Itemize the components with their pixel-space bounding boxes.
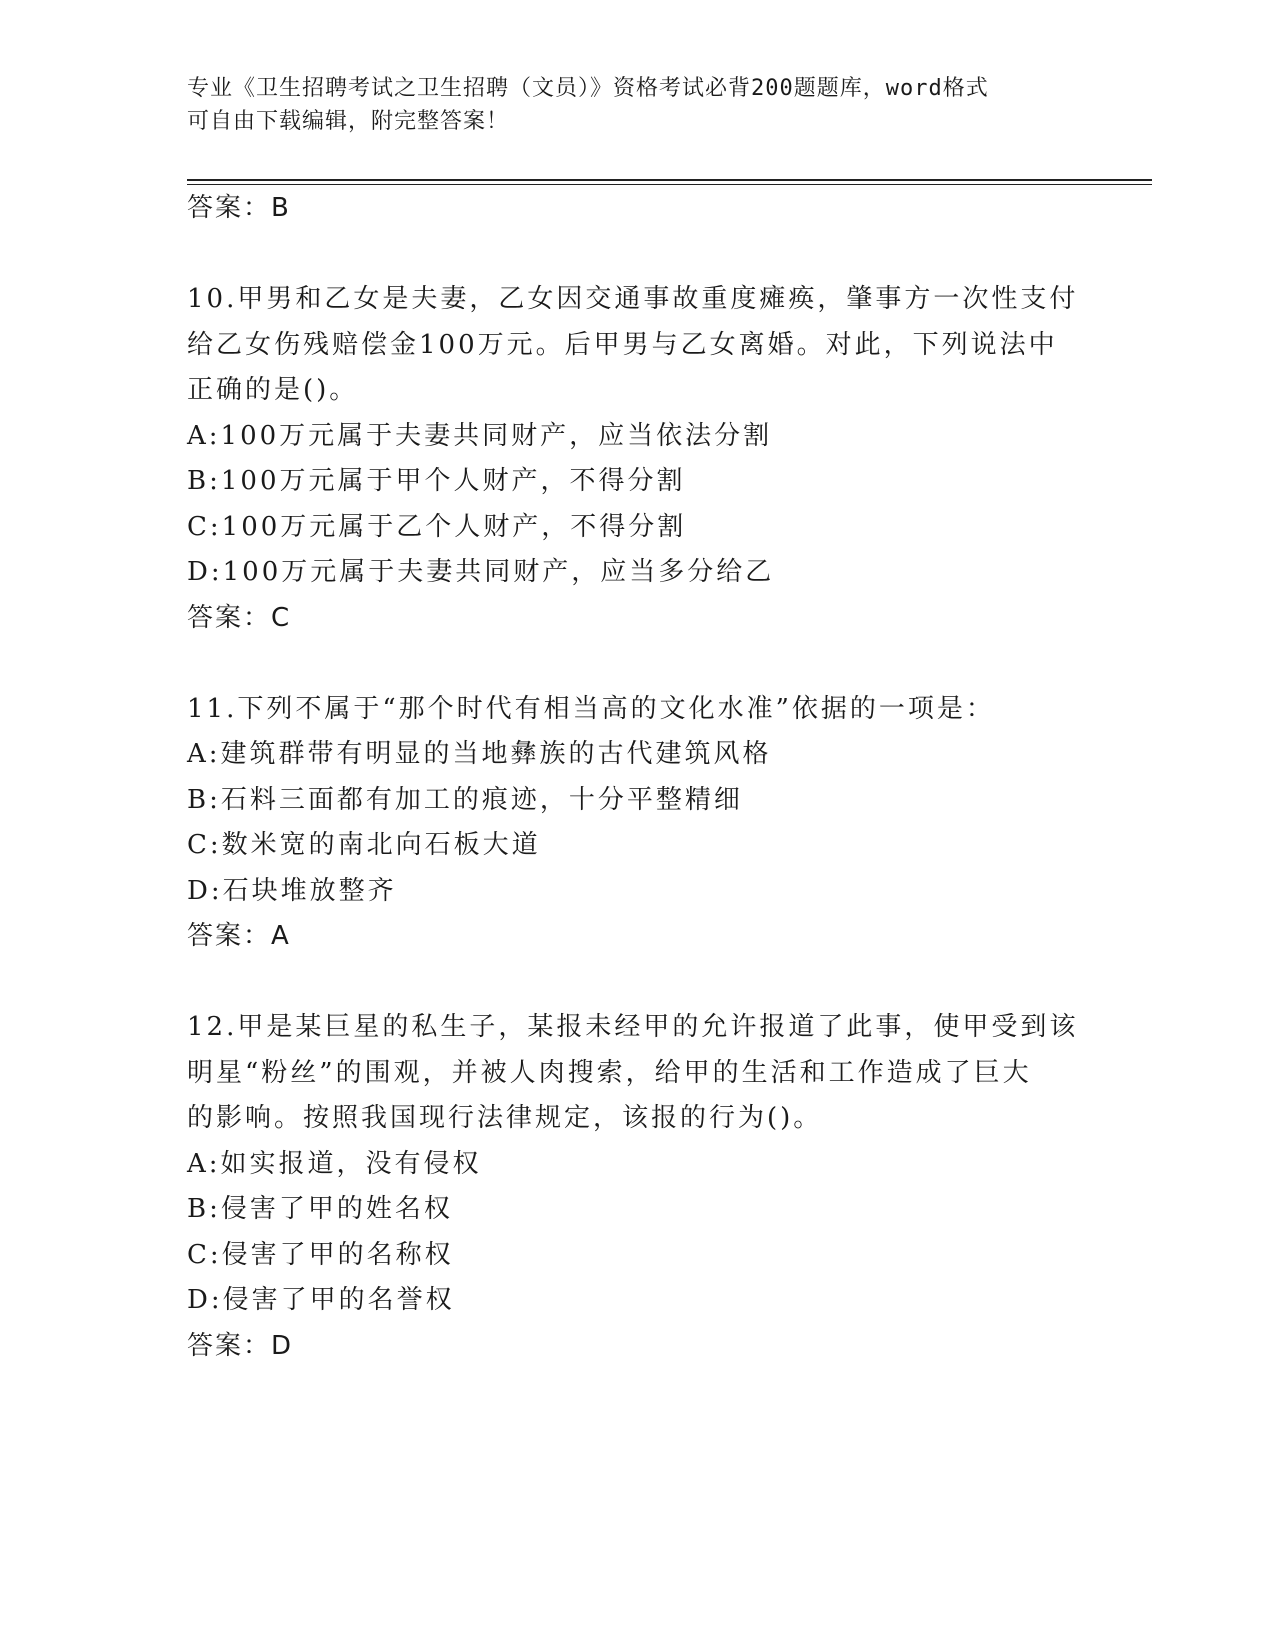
option-c: C:侵害了甲的名称权 — [187, 1239, 454, 1270]
answer: 答案：D — [187, 1330, 294, 1361]
spacer — [187, 960, 1087, 1006]
question-stem-line: 11.下列不属于“那个时代有相当高的文化水准”依据的一项是： — [187, 693, 995, 724]
spacer — [187, 232, 1087, 278]
answer: 答案：C — [187, 602, 292, 633]
question-stem-line: 正确的是()。 — [187, 375, 359, 405]
option-d: D:100万元属于夫妻共同财产，应当多分给乙 — [187, 557, 775, 587]
header-line-2: 可自由下载编辑，附完整答案！ — [187, 109, 510, 134]
question-10 — [187, 277, 1087, 641]
question-stem-line: 的影响。按照我国现行法律规定，该报的行为()。 — [187, 1103, 823, 1133]
option-c: C:数米宽的南北向石板大道 — [187, 830, 541, 860]
option-b: B:石料三面都有加工的痕迹，十分平整精细 — [187, 784, 743, 815]
answer: 答案：A — [187, 921, 291, 951]
option-d: D:侵害了甲的名誉权 — [187, 1285, 455, 1315]
header-divider-thin — [187, 184, 1152, 185]
option-d: D:石块堆放整齐 — [187, 875, 397, 906]
question-list — [187, 186, 1087, 1369]
option-b: B:侵害了甲的姓名权 — [187, 1194, 453, 1224]
option-b: B:100万元属于甲个人财产，不得分割 — [187, 466, 686, 496]
option-a: A:100万元属于夫妻共同财产，应当依法分割 — [187, 420, 773, 451]
document-header — [187, 72, 1087, 138]
question-stem-line: 明星“粉丝”的围观，并被人肉搜索，给甲的生活和工作造成了巨大 — [187, 1057, 1032, 1088]
question-stem-line: 12.甲是某巨星的私生子，某报未经甲的允许报道了此事，使甲受到该 — [187, 1012, 1079, 1042]
previous-answer: 答案：B — [187, 193, 291, 223]
option-a: A:如实报道，没有侵权 — [187, 1148, 482, 1179]
question-stem-line: 给乙女伤残赔偿金100万元。后甲男与乙女离婚。对此，下列说法中 — [187, 329, 1058, 360]
option-c: C:100万元属于乙个人财产，不得分割 — [187, 511, 687, 542]
question-11 — [187, 687, 1087, 960]
question-12 — [187, 1005, 1087, 1369]
option-a: A:建筑群带有明显的当地彝族的古代建筑风格 — [187, 739, 772, 769]
header-line-1: 专业《卫生招聘考试之卫生招聘（文员）》资格考试必背200题题库，word格式 — [187, 76, 989, 101]
spacer — [187, 641, 1087, 687]
header-divider-thick — [187, 179, 1152, 181]
question-stem-line: 10.甲男和乙女是夫妻，乙女因交通事故重度瘫痪，肇事方一次性支付 — [187, 284, 1079, 314]
